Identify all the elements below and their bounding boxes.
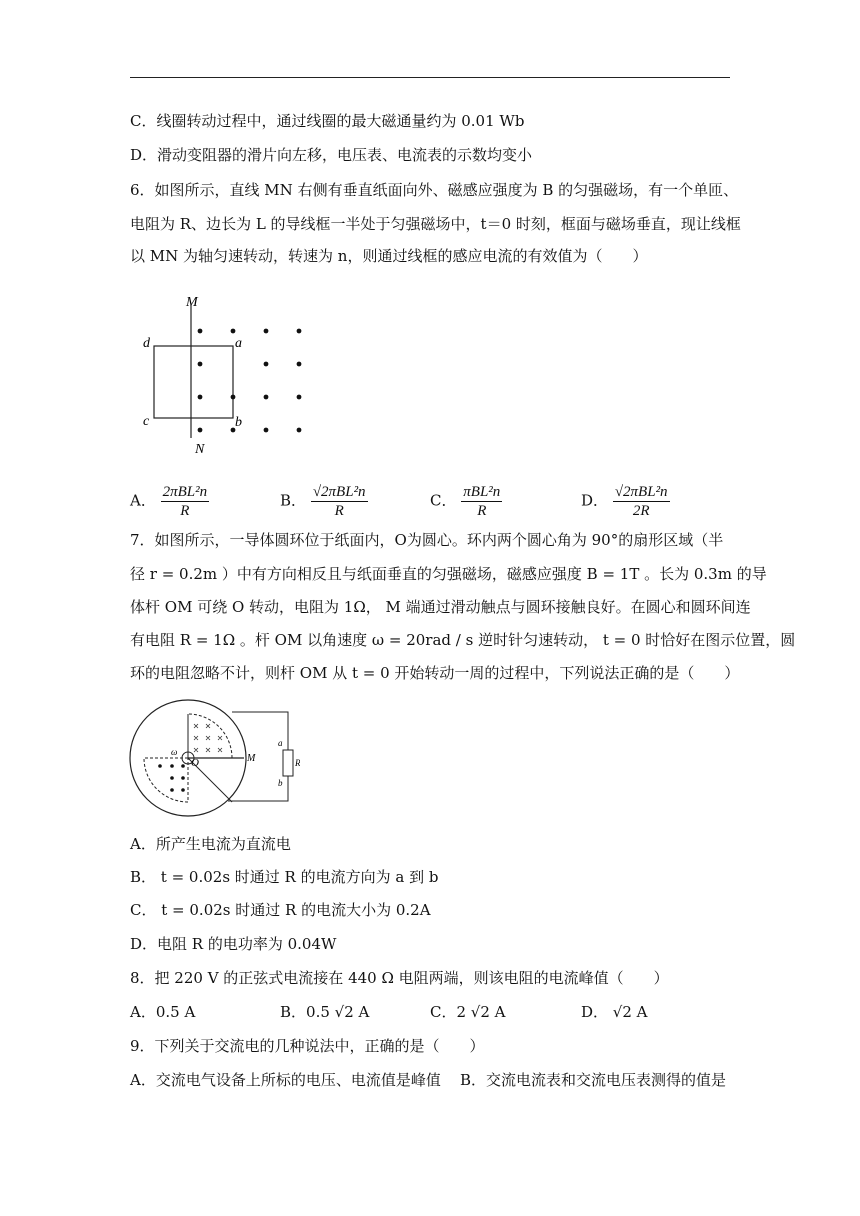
q7-field-dots	[158, 764, 185, 792]
q6-label-a: a	[235, 336, 242, 351]
q6-label-M: M	[186, 295, 198, 310]
q8-option-b: B．0.5 √2 A	[280, 1003, 370, 1021]
q7-stem-line1: 7．如图所示，一导体圆环位于纸面内，O为圆心。环内两个圆心角为 90°的扇形区域（半	[130, 531, 724, 549]
q7-stem-line2: 径 r = 0.2m ）中有方向相反且与纸面垂直的匀强磁场，磁感应强度 B = 1T 。长为 0.3m 的导	[130, 565, 767, 583]
q7-stem-line4: 有电阻 R = 1Ω 。杆 OM 以角速度 ω = 20rad / s 逆时针匀速转动， t = 0 时恰好在图示位置，圆	[130, 631, 796, 649]
q6-label-b: b	[235, 415, 242, 430]
q7-label-b: b	[278, 778, 283, 788]
q6-label-c: c	[143, 414, 150, 429]
q6-figure	[138, 290, 318, 460]
q7-label-M: M	[247, 753, 256, 764]
q7-stem-line5: 环的电阻忽略不计，则杆 OM 从 t = 0 开始转动一周的过程中，下列说法正确的是（ ）	[130, 664, 740, 682]
q7-stem-line3: 体杆 OM 可绕 O 转动，电阻为 1Ω， M 端通过滑动触点与圆环接触良好。在圆心和圆环间连	[130, 598, 751, 616]
q6-option-d	[581, 483, 670, 520]
q7-option-d: D．电阻 R 的电功率为 0.04W	[130, 935, 337, 953]
q6-option-c-label: C．	[430, 491, 457, 510]
q7-figure	[128, 698, 300, 818]
q6-option-d-label: D．	[581, 491, 609, 510]
q6-stem-line2: 电阻为 R、边长为 L 的导线框一半处于匀强磁场中，t＝0 时刻，框面与磁场垂直，现让线框	[130, 215, 741, 233]
q6-option-a-label: A．	[130, 491, 156, 510]
q6-option-c	[430, 483, 502, 520]
q7-option-b: B． t = 0.02s 时通过 R 的电流方向为 a 到 b	[130, 868, 439, 886]
q6-option-b	[280, 483, 368, 520]
q6-label-N: N	[195, 442, 205, 457]
q7-label-R: R	[295, 758, 300, 768]
q8-option-a: A．0.5 A	[130, 1003, 196, 1021]
q7-label-omega: ω	[171, 747, 178, 757]
q9-stem: 9．下列关于交流电的几种说法中，正确的是（ ）	[130, 1037, 485, 1055]
q6-option-d-fraction: $\frac{\text{√2πBL²n}}{2R}$	[614, 484, 668, 519]
q6-option-a	[130, 483, 209, 520]
q8-option-d: D． √2 A	[581, 1003, 648, 1021]
q6-stem-line1: 6．如图所示，直线 MN 右侧有垂直纸面向外、磁感应强度为 B 的匀强磁场，有一个单匝、	[130, 181, 739, 199]
q9-option-b: B．交流电流表和交流电压表测得的值是	[460, 1071, 727, 1089]
q6-option-c-fraction: $\frac{\text{πBL²n}}{R}$	[463, 484, 501, 519]
q6-label-d: d	[143, 336, 150, 351]
q6-option-b-label: B．	[280, 491, 307, 510]
q6-option-a-fraction: $\frac{\text{2πBL²n}}{R}$	[162, 484, 208, 519]
q9-option-a: A．交流电气设备上所标的电压、电流值是峰值	[130, 1071, 441, 1089]
q7-label-a: a	[278, 738, 283, 748]
q8-option-c: C．2 √2 A	[430, 1003, 506, 1021]
q5-option-c: C．线圈转动过程中，通过线圈的最大磁通量约为 0.01 Wb	[130, 112, 525, 130]
q5-option-d: D．滑动变阻器的滑片向左移，电压表、电流表的示数均变小	[130, 146, 533, 164]
q6-option-b-fraction: $\frac{\text{√2πBL²n}}{R}$	[312, 484, 366, 519]
q7-option-a: A．所产生电流为直流电	[130, 835, 291, 853]
q7-label-O: O	[191, 757, 199, 769]
q7-option-c: C． t = 0.02s 时通过 R 的电流大小为 0.2A	[130, 901, 431, 919]
header-rule	[130, 77, 730, 78]
q8-stem: 8．把 220 V 的正弦式电流接在 440 Ω 电阻两端，则该电阻的电流峰值（ ）	[130, 969, 669, 987]
q6-stem-line3: 以 MN 为轴匀速转动，转速为 n，则通过线框的感应电流的有效值为（ ）	[130, 247, 648, 265]
q6-magnetic-field-dots	[198, 329, 302, 433]
q7-field-crosses	[194, 724, 222, 752]
